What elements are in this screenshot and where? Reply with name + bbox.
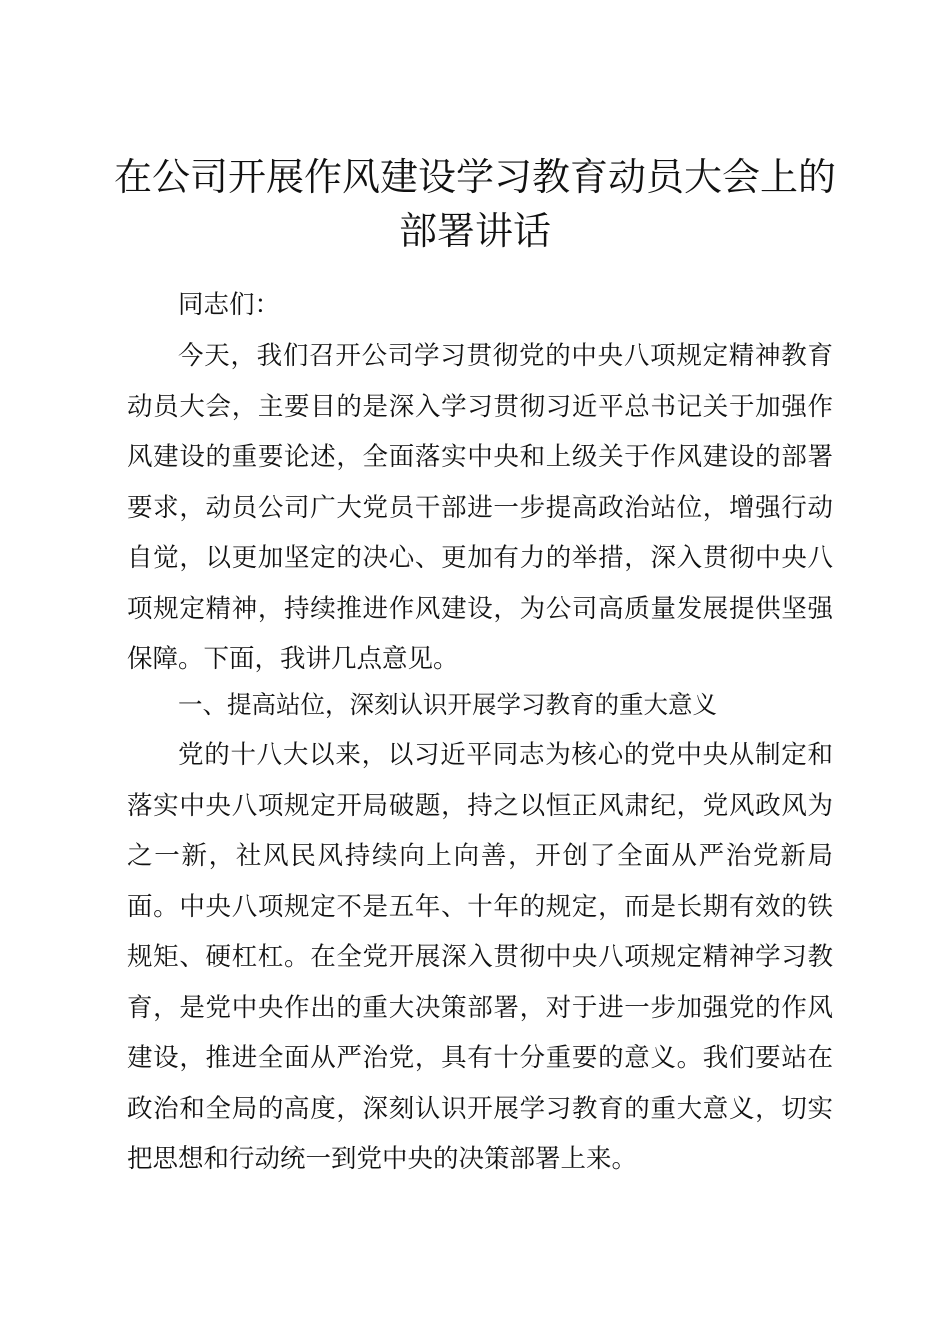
paragraph-1: 今天，我们召开公司学习贯彻党的中央八项规定精神教育动员大会，主要目的是深入学习贯彻习近平总书记关于加强作风建设的重要论述，全面落实中央和上级关于作风建设的部署要求，动员公司广大党员干部进一步提高政治站位，增强行动自觉，以更加坚定的决心、更加有力的举措，深入贯彻中央八项规定精神，持续推进作风建设，为公司高质量发展提供坚强保障。下面，我讲几点意见。: [127, 341, 833, 674]
document-title: 在公司开展作风建设学习教育动员大会上的部署讲话: [113, 155, 836, 253]
salutation: 同志们：: [178, 290, 281, 320]
section-heading-1: 一、提高站位，深刻认识开展学习教育的重大意义: [178, 690, 717, 719]
paragraph-2: 党的十八大以来，以习近平同志为核心的党中央从制定和落实中央八项规定开局破题，持之以恒正风肃纪，党风政风为之一新，社风民风持续向上向善，开创了全面从严治党新局面。中央八项规定不是五年、十年的规定，而是长期有效的铁规矩、硬杠杠。在全党开展深入贯彻中央八项规定精神学习教育，是党中央作出的重大决策部署，对于进一步加强党的作风建设，推进全面从严治党，具有十分重要的意义。我们要站在政治和全局的高度，深刻认识开展学习教育的重大意义，切实把思想和行动统一到党中央的决策部署上来。: [127, 740, 833, 1174]
